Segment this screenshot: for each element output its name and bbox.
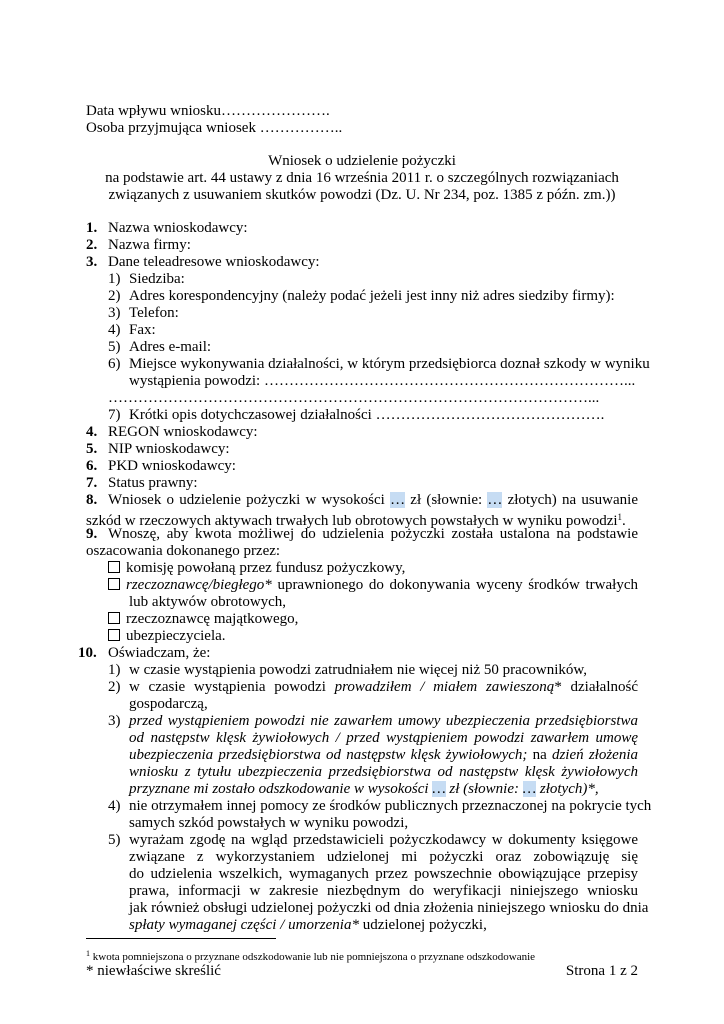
field-seat-label: Siedziba: (129, 271, 185, 287)
loan-request-text: złotych) na usuwanie (507, 492, 639, 508)
item-number: 6. (86, 458, 98, 474)
declaration-no-other-aid-line1: nie otrzymałem innej pomocy ze środków publicznych przeznaczonej na pokrycie tych (129, 798, 652, 814)
field-regon-label: REGON wnioskodawcy: (108, 424, 258, 440)
declaration-insurance-line4: wniosku z tytułu ubezpieczenia przedsiębiorstwa od następstw klęsk żywiołowych (129, 764, 638, 780)
declaration-employees: w czasie wystąpienia powodzi zatrudniałem nie więcej niż 50 pracowników, (129, 662, 588, 678)
checkbox-property-appraiser[interactable] (108, 612, 120, 624)
loan-request-text: Wniosek o udzielenie pożyczki w wysokości (108, 492, 385, 508)
option-label: komisję powołaną przez fundusz pożyczkowy, (126, 560, 406, 576)
field-contact-data-label: Dane teleadresowe wnioskodawcy: (108, 254, 320, 270)
declaration-insurance-line3 (129, 747, 638, 764)
declaration-heading: Oświadczam, że: (108, 645, 211, 661)
loan-request-line2: szkód w rzeczowych aktywach trwałych lub obrotowych powstałych w wyniku powodzi$^1$. (86, 512, 626, 529)
option-label: uprawnionego do dokonywania wyceny środków trwałych (271, 577, 638, 593)
declaration-consent-line4: prawa, informacji w zakresie niezbędnym do weryfikacji niniejszego wniosku (129, 883, 638, 899)
option-label-italic: rzeczoznawcę/biegłego* (126, 577, 272, 593)
declaration-text-italic: zł (słownie: (449, 781, 520, 797)
sub-number: 1) (108, 271, 121, 287)
footnote-ref: 1 (617, 512, 623, 522)
item-number: 2. (86, 237, 98, 253)
declaration-text-italic: złotych)*, (539, 781, 599, 797)
sub-number: 3) (108, 305, 121, 321)
field-activity-description-label: Krótki opis dotychczasowej działalności ………………………………………. (129, 407, 605, 423)
declaration-consent-line2: związane z wykorzystaniem udzielonej mi pożyczki oraz zobowiązuję się (129, 849, 638, 865)
declaration-business-status-line2: gospodarczą, (129, 696, 208, 712)
sub-number: 6) (108, 356, 121, 372)
field-email-label: Adres e-mail: (129, 339, 212, 355)
checkbox-fund-committee[interactable] (108, 561, 120, 573)
sub-number: 2) (108, 679, 121, 695)
field-nip-label: NIP wnioskodawcy: (108, 441, 230, 457)
declaration-consent-line1: wyrażam zgodę na wgląd przedstawicieli pożyczkodawcy w dokumenty księgowe (129, 832, 638, 848)
option-property-appraiser (108, 611, 298, 628)
valuation-request-line1: Wnoszę, aby kwota możliwej do udzielenia pożyczki została ustalona na podstawie (108, 526, 638, 542)
document-title: Wniosek o udzielenie pożyczki (268, 153, 456, 169)
item-number: 8. (86, 492, 98, 508)
option-insurer (108, 628, 226, 645)
item-number: 5. (86, 441, 98, 457)
option-appraiser-line2: lub aktywów obrotowych, (129, 594, 287, 610)
item-number: 1. (86, 220, 98, 236)
compensation-amount-words-field[interactable]: … (522, 781, 537, 797)
item-number: 3. (86, 254, 98, 270)
sub-number: 1) (108, 662, 121, 678)
strike-note: * niewłaściwe skreślić (86, 963, 221, 979)
item-number: 9. (86, 526, 98, 542)
declaration-business-status (129, 679, 638, 696)
declaration-consent-line6 (129, 917, 487, 934)
option-appraiser (108, 577, 638, 594)
loan-request-text: szkód w rzeczowych aktywach trwałych lub obrotowych powstałych w wyniku powodzi (86, 513, 618, 529)
item-number: 10. (78, 645, 97, 661)
loan-request-line (108, 492, 638, 509)
field-correspondence-address-label: Adres korespondencyjny (należy podać jeżeli jest inny niż adres siedziby firmy): (129, 288, 615, 304)
declaration-text: w czasie wystąpienia powodzi (129, 679, 326, 695)
loan-amount-field[interactable]: … (390, 492, 406, 508)
field-business-location-line: wystąpienia powodzi: ………………………………………………………………... (129, 373, 636, 389)
declaration-text-italic: przyznane mi zostało odszkodowanie w wysokości (129, 781, 429, 797)
compensation-amount-field[interactable]: … (432, 781, 446, 797)
sub-number: 3) (108, 713, 121, 729)
footnote-mark: 1 (86, 949, 90, 958)
declaration-text-italic: dzień złożenia (551, 747, 638, 763)
loan-request-text: zł (słownie: (410, 492, 483, 508)
declaration-consent-line3: do udzielenia wszelkich, wymaganych przez powszechnie obowiązujące przepisy (129, 866, 638, 882)
declaration-insurance-line1: przed wystąpieniem powodzi nie zawarłem umowy ubezpieczenia przedsiębiorstwa (129, 713, 638, 729)
intake-date-line: Data wpływu wniosku…………………. (86, 103, 330, 119)
intake-person-line: Osoba przyjmująca wniosek …………….. (86, 120, 343, 136)
sub-number: 4) (108, 322, 121, 338)
sub-number: 7) (108, 407, 121, 423)
sub-number: 5) (108, 832, 121, 848)
field-fax-label: Fax: (129, 322, 156, 338)
declaration-text: udzielonej pożyczki, (358, 917, 487, 933)
document-legal-basis-line2: związanych z usuwaniem skutków powodzi (Dz. U. Nr 234, poz. 1385 z późn. zm.)) (108, 187, 616, 203)
declaration-text: * działalność (554, 679, 638, 695)
declaration-consent-line5: jak również obsługi udzielonej pożyczki od dnia złożenia niniejszego wniosku do dnia (129, 900, 649, 916)
page-number: Strona 1 z 2 (565, 963, 638, 979)
option-label: ubezpieczyciela. (126, 628, 226, 644)
sub-number: 2) (108, 288, 121, 304)
option-label: rzeczoznawcę majątkowego, (126, 611, 299, 627)
sub-number: 5) (108, 339, 121, 355)
declaration-text-italic: ubezpieczenia przedsiębiorstwa od następstw klęsk żywiołowych; (129, 747, 528, 763)
declaration-insurance-line5 (129, 781, 599, 798)
field-applicant-name-label: Nazwa wnioskodawcy: (108, 220, 248, 236)
footnote-separator (86, 938, 276, 939)
field-business-location-line: ……………………………………………………………………………………... (108, 390, 600, 406)
declaration-text-italic: prowadziłem / miałem zawieszoną (334, 679, 555, 695)
field-business-location-label: Miejsce wykonywania działalności, w którym przedsiębiorca doznał szkody w wyniku (129, 356, 650, 372)
field-phone-label: Telefon: (129, 305, 179, 321)
field-legal-status-label: Status prawny: (108, 475, 198, 491)
declaration-no-other-aid-line2: samych szkód powstałych w wyniku powodzi, (129, 815, 409, 831)
sub-number: 4) (108, 798, 121, 814)
declaration-insurance-line2: od następstw klęsk żywiołowych / przed wystąpieniem powodzi zawarłem umowę (129, 730, 638, 746)
document-legal-basis-line1: na podstawie art. 44 ustawy z dnia 16 września 2011 r. o szczególnych rozwiązaniach (105, 170, 619, 186)
loan-amount-words-field[interactable]: … (487, 492, 503, 508)
declaration-text-italic: spłaty wymaganej części / umorzenia* (129, 917, 359, 933)
checkbox-appraiser[interactable] (108, 578, 120, 590)
field-pkd-label: PKD wnioskodawcy: (108, 458, 236, 474)
footnote-text: kwota pomniejszona o przyznane odszkodowanie lub nie pomniejszona o przyznane odszkodowanie (92, 951, 536, 963)
declaration-text: na (527, 747, 552, 763)
field-company-name-label: Nazwa firmy: (108, 237, 191, 253)
option-fund-committee (108, 560, 405, 577)
item-number: 7. (86, 475, 98, 491)
footnote (86, 947, 535, 964)
item-number: 4. (86, 424, 98, 440)
valuation-request-line2: oszacowania dokonanego przez: (86, 543, 281, 559)
checkbox-insurer[interactable] (108, 629, 120, 641)
